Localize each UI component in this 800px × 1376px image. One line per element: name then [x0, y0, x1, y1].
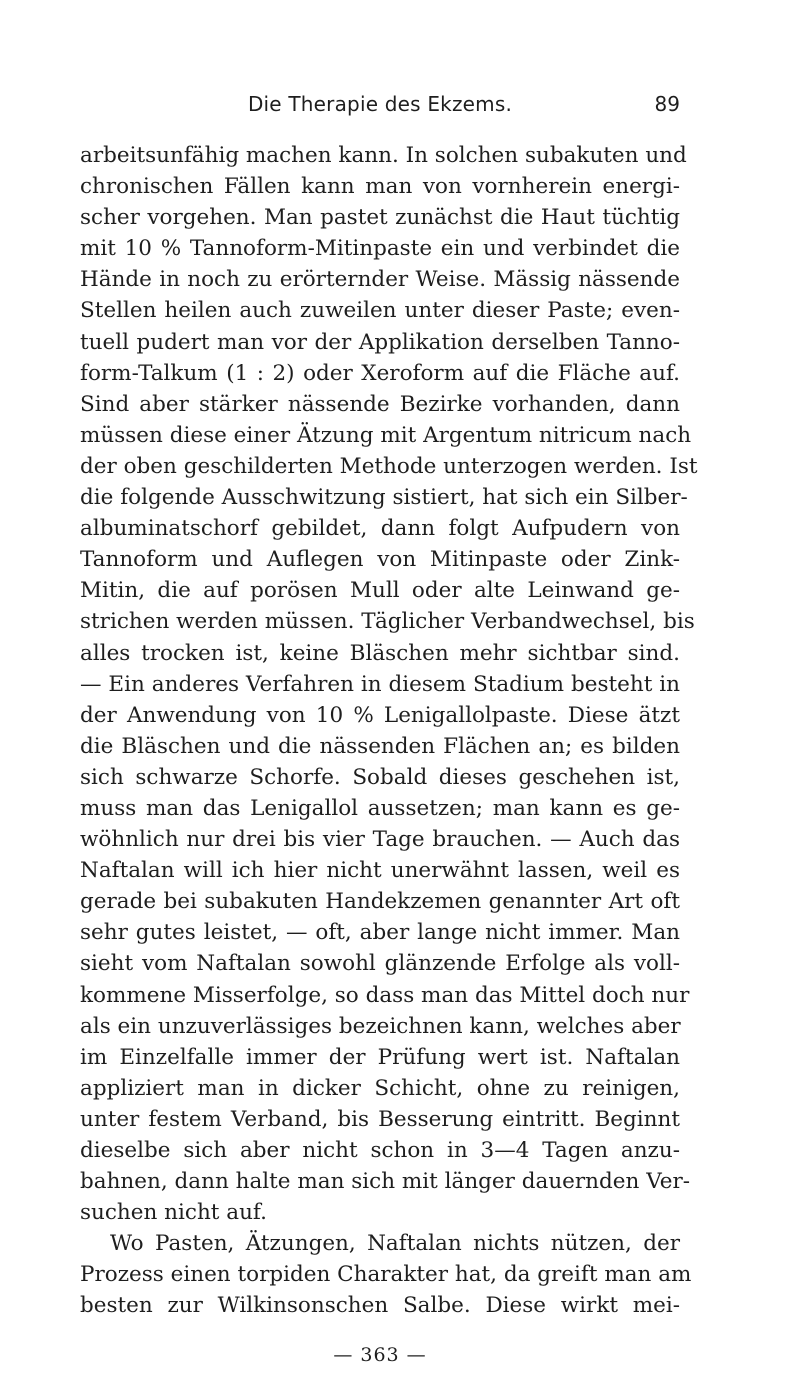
- footer-page-number: — 363 —: [333, 1344, 427, 1366]
- text-line: gerade bei subakuten Handekzemen genannter Art oft: [80, 889, 680, 915]
- text-line: form-Talkum (1 : 2) oder Xeroform auf die Fläche auf.: [80, 360, 680, 386]
- text-line: unter festem Verband, bis Besserung eintritt. Beginnt: [80, 1106, 680, 1132]
- text-line: tuell pudert man vor der Applikation derselben Tanno-: [80, 329, 680, 355]
- text-line: arbeitsunfähig machen kann. In solchen subakuten und: [80, 143, 687, 168]
- text-line: die folgende Ausschwitzung sistiert, hat sich ein Silber-: [80, 485, 688, 511]
- text-line: Stellen heilen auch zuweilen unter dieser Paste; even-: [80, 298, 680, 324]
- text-line: dieselbe sich aber nicht schon in 3—4 Tagen anzu-: [80, 1138, 680, 1163]
- text-line: als ein unzuverlässiges bezeichnen kann, welches aber: [80, 1013, 681, 1039]
- text-line: besten zur Wilkinsonschen Salbe. Diese wirkt mei-: [80, 1293, 680, 1319]
- text-line: sieht vom Naftalan sowohl glänzende Erfolge als voll-: [80, 951, 680, 977]
- text-line: der oben geschilderten Methode unterzogen werden. Ist: [80, 453, 698, 479]
- text-line: Tannoform und Auflegen von Mitinpaste oder Zink-: [80, 547, 680, 573]
- page-number: 89: [654, 92, 680, 116]
- text-line: Hände in noch zu erörternder Weise. Mässig nässende: [80, 267, 680, 293]
- text-line: der Anwendung von 10 % Lenigallolpaste. Diese ätzt: [80, 702, 680, 728]
- text-line: kommene Misserfolge, so dass man das Mittel doch nur: [80, 982, 690, 1008]
- running-head: [80, 92, 680, 122]
- text-line: chronischen Fällen kann man von vornherein energi-: [80, 174, 680, 200]
- text-line: müssen diese einer Ätzung mit Argentum nitricum nach: [80, 422, 692, 448]
- text-line: Sind aber stärker nässende Bezirke vorhanden, dann: [80, 391, 680, 417]
- text-line: Wo Pasten, Ätzungen, Naftalan nichts nützen, der: [110, 1231, 680, 1257]
- text-line: bahnen, dann halte man sich mit länger dauernden Ver-: [80, 1169, 691, 1195]
- text-line: Prozess einen torpiden Charakter hat, da greift man am: [80, 1262, 692, 1288]
- text-line: die Bläschen und die nässenden Flächen an; es bilden: [80, 733, 680, 759]
- text-line: muss man das Lenigallol aussetzen; man kann es ge-: [80, 795, 680, 821]
- text-line: appliziert man in dicker Schicht, ohne zu reinigen,: [80, 1075, 680, 1101]
- text-line: wöhnlich nur drei bis vier Tage brauchen. — Auch das: [80, 827, 680, 853]
- text-line: sich schwarze Schorfe. Sobald dieses geschehen ist,: [80, 764, 680, 790]
- text-line: alles trocken ist, keine Bläschen mehr sichtbar sind.: [80, 640, 680, 666]
- text-line: Naftalan will ich hier nicht unerwähnt lassen, weil es: [80, 858, 680, 884]
- text-line: im Einzelfalle immer der Prüfung wert ist. Naftalan: [80, 1044, 680, 1070]
- text-line: sehr gutes leistet, — oft, aber lange nicht immer. Man: [80, 920, 680, 946]
- text-line: mit 10 % Tannoform-Mitinpaste ein und verbindet die: [80, 236, 680, 262]
- text-line: Mitin, die auf porösen Mull oder alte Leinwand ge-: [80, 578, 680, 604]
- running-title: Die Therapie des Ekzems.: [247, 92, 513, 116]
- text-line: strichen werden müssen. Täglicher Verbandwechsel, bis: [80, 609, 695, 635]
- body-text: [80, 140, 698, 1322]
- text-line: albuminatschorf gebildet, dann folgt Aufpudern von: [80, 516, 680, 542]
- text-line: scher vorgehen. Man pastet zunächst die Haut tüchtig: [80, 205, 680, 231]
- text-line: suchen nicht auf.: [80, 1200, 267, 1226]
- text-line: — Ein anderes Verfahren in diesem Stadium besteht in: [80, 671, 680, 697]
